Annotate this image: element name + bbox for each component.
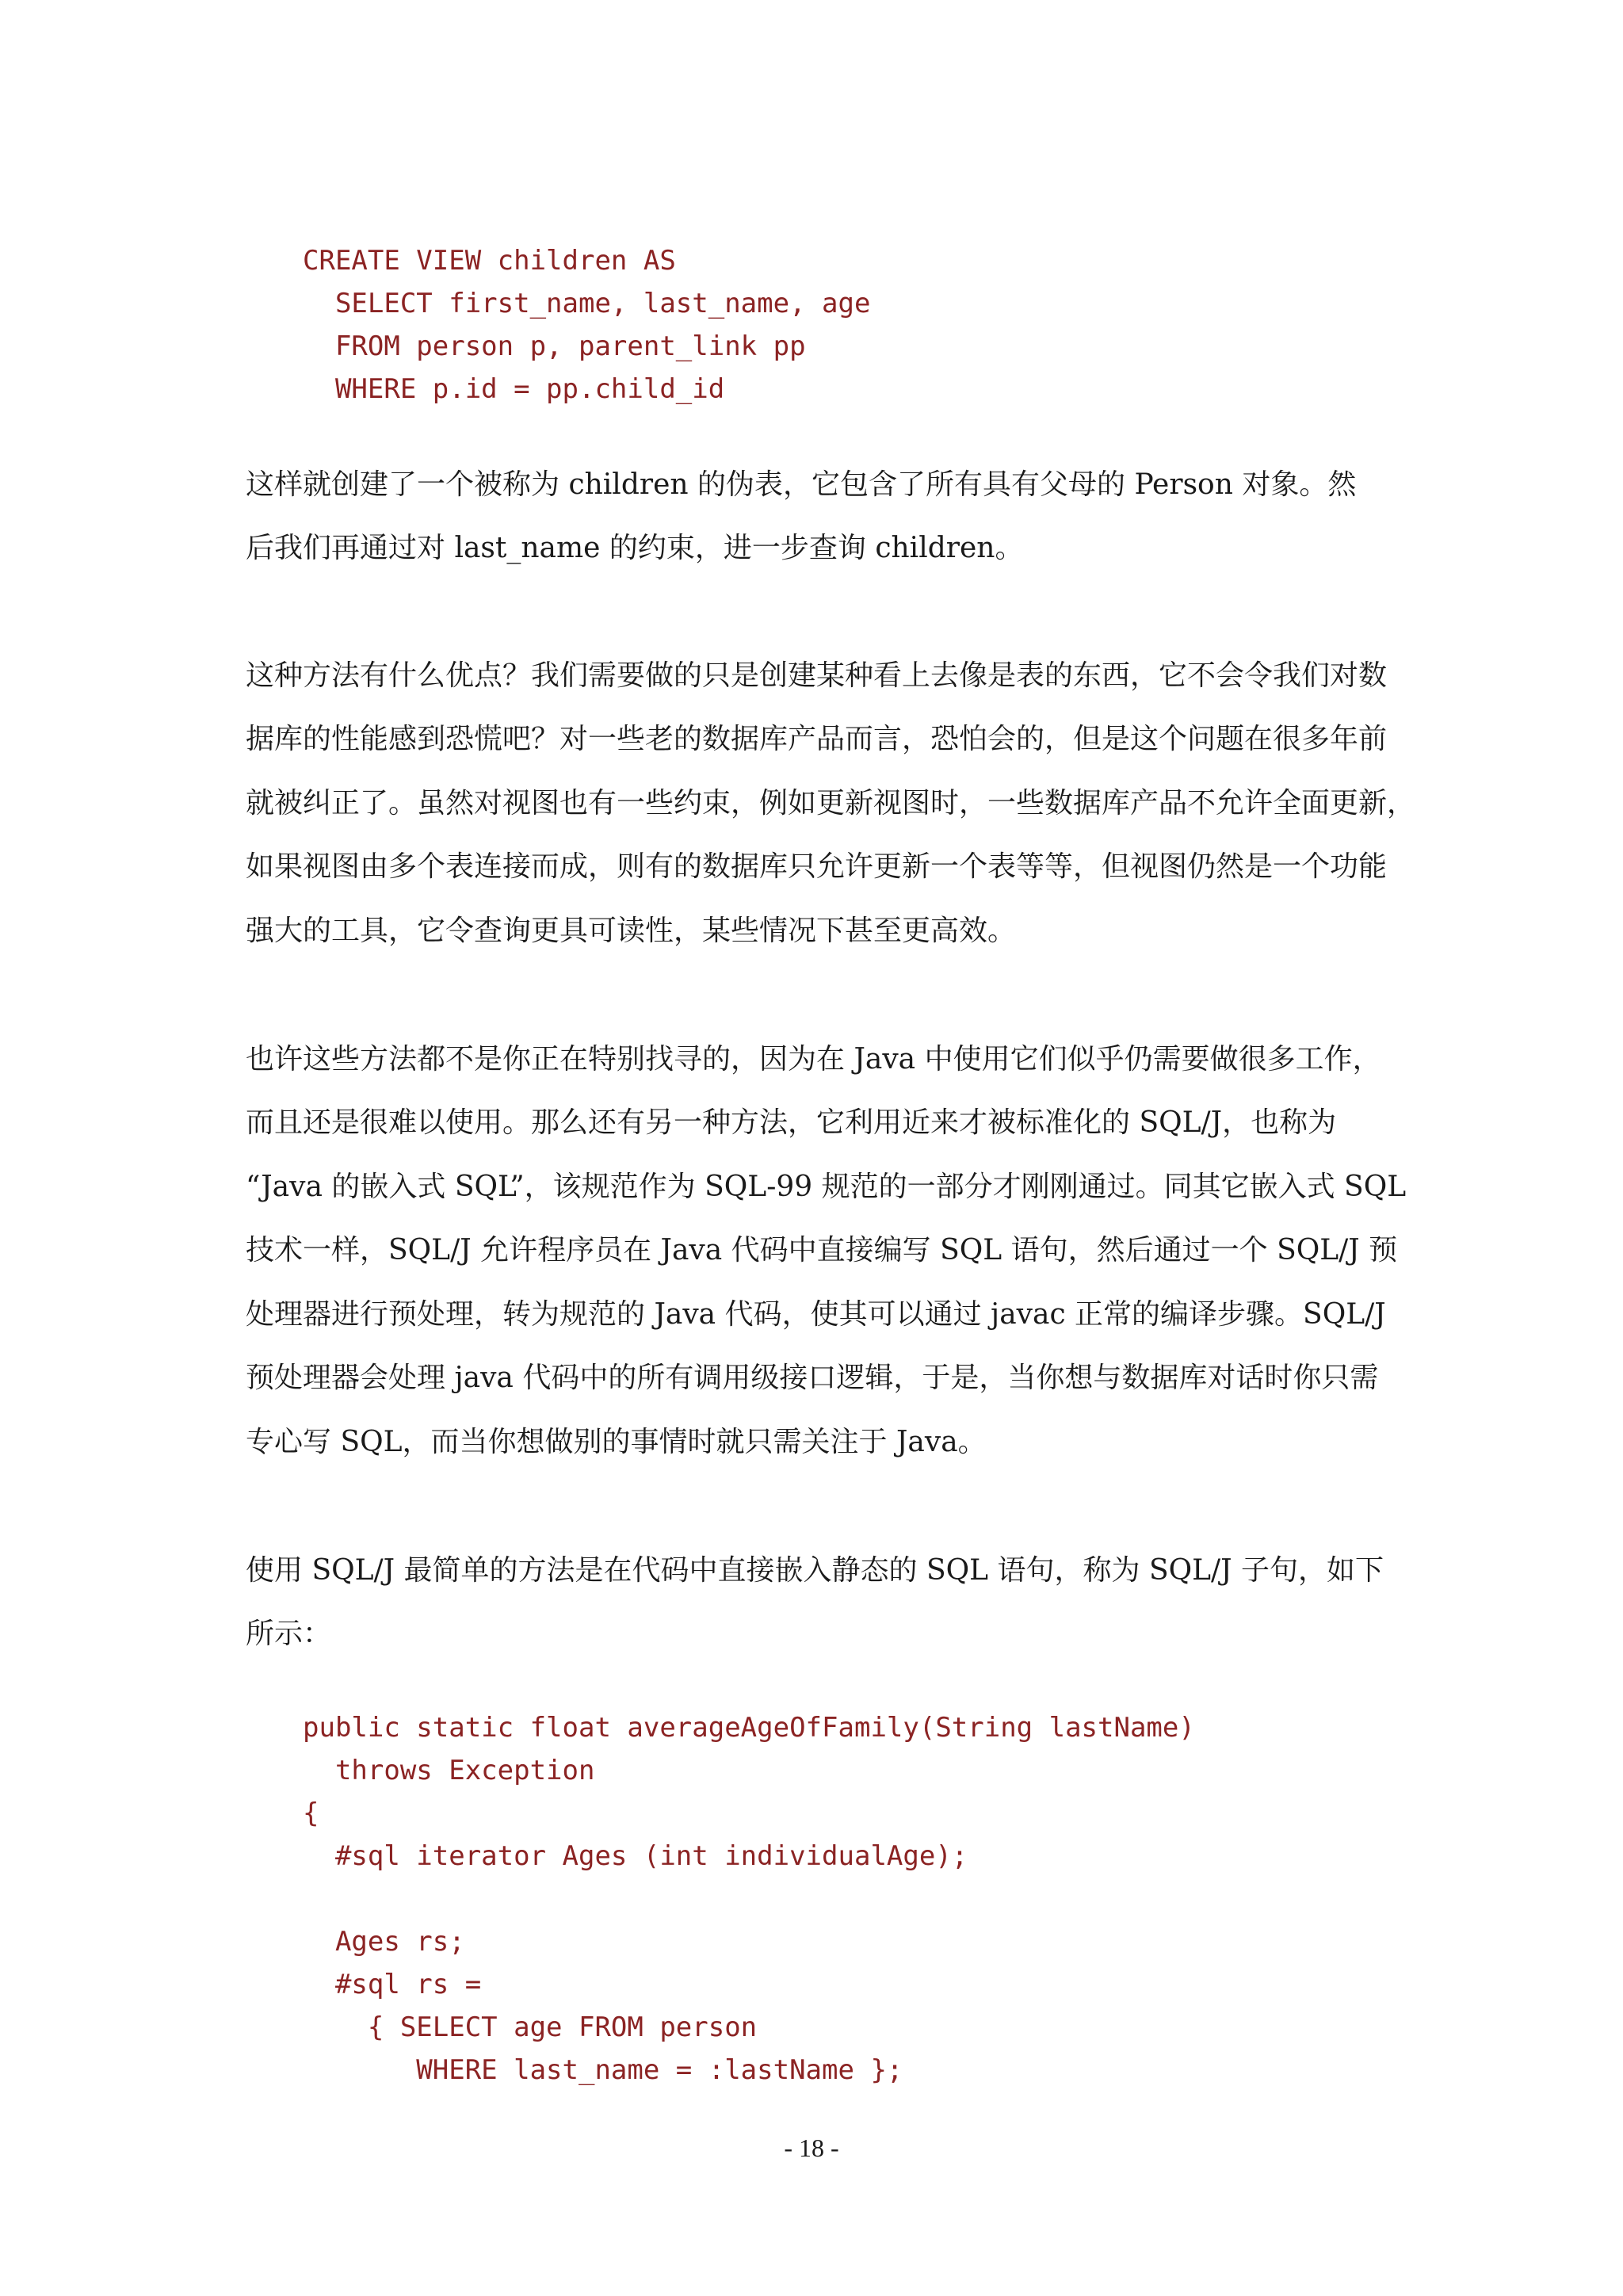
paragraph-line: 预处理器会处理 java 代码中的所有调用级接口逻辑，于是，当你想与数据库对话时你只需	[246, 1362, 1379, 1394]
paragraph-line: 使用 SQL/J 最简单的方法是在代码中直接嵌入静态的 SQL 语句，称为 SQL/J 子句，如下	[246, 1554, 1384, 1587]
paragraph-line: 技术一样，SQL/J 允许程序员在 Java 代码中直接编写 SQL 语句，然后通过一个 SQL/J 预	[246, 1234, 1398, 1266]
code-line: {	[303, 1797, 319, 1829]
paragraph-line: 强大的工具，它令查询更具可读性，某些情况下甚至更高效。	[246, 915, 1017, 947]
paragraph-line: 也许这些方法都不是你正在特别找寻的，因为在 Java 中使用它们似乎仍需要做很多工作，	[246, 1043, 1381, 1075]
code-line: public static float averageAgeOfFamily(String lastName)	[303, 1712, 1195, 1744]
code-line: WHERE p.id = pp.child_id	[303, 373, 725, 405]
code-line: FROM person p, parent_link pp	[303, 330, 806, 362]
paragraph-line: 而且还是很难以使用。那么还有另一种方法，它利用近来才被标准化的 SQL/J，也称为	[246, 1106, 1337, 1139]
code-line: CREATE VIEW children AS	[303, 245, 676, 277]
code-line: { SELECT age FROM person	[303, 2011, 758, 2043]
paragraph-line: “Java 的嵌入式 SQL”，该规范作为 SQL-99 规范的一部分才刚刚通过。同其它嵌入式 SQL	[246, 1171, 1407, 1203]
paragraph-line: 就被纠正了。虽然对视图也有一些约束，例如更新视图时，一些数据库产品不允许全面更新，	[246, 787, 1416, 819]
paragraph-line: 这种方法有什么优点？我们需要做的只是创建某种看上去像是表的东西，它不会令我们对数	[246, 659, 1388, 692]
paragraph-line: 处理器进行预处理，转为规范的 Java 代码，使其可以通过 javac 正常的编译步骤。SQL/J	[246, 1298, 1386, 1331]
paragraph-line: 所示：	[246, 1618, 332, 1650]
paragraph-line: 据库的性能感到恐慌吧？对一些老的数据库产品而言，恐怕会的，但是这个问题在很多年前	[246, 723, 1388, 755]
paragraph-line: 专心写 SQL，而当你想做别的事情时就只需关注于 Java。	[246, 1426, 987, 1458]
page-number: - 18 -	[784, 2134, 839, 2162]
code-line: #sql rs =	[303, 1969, 482, 2000]
code-line: throws Exception	[303, 1755, 595, 1786]
paragraph-line: 如果视图由多个表连接而成，则有的数据库只允许更新一个表等等，但视图仍然是一个功能	[246, 850, 1388, 883]
code-line: SELECT first_name, last_name, age	[303, 288, 871, 319]
paragraph-line: 后我们再通过对 last_name 的约束，进一步查询 children。	[246, 532, 1024, 564]
paragraph-line: 这样就创建了一个被称为 children 的伪表，它包含了所有具有父母的 Person 对象。然	[246, 468, 1357, 501]
code-line: WHERE last_name = :lastName };	[303, 2054, 903, 2086]
code-line: #sql iterator Ages (int individualAge);	[303, 1840, 968, 1872]
code-line: Ages rs;	[303, 1926, 465, 1958]
